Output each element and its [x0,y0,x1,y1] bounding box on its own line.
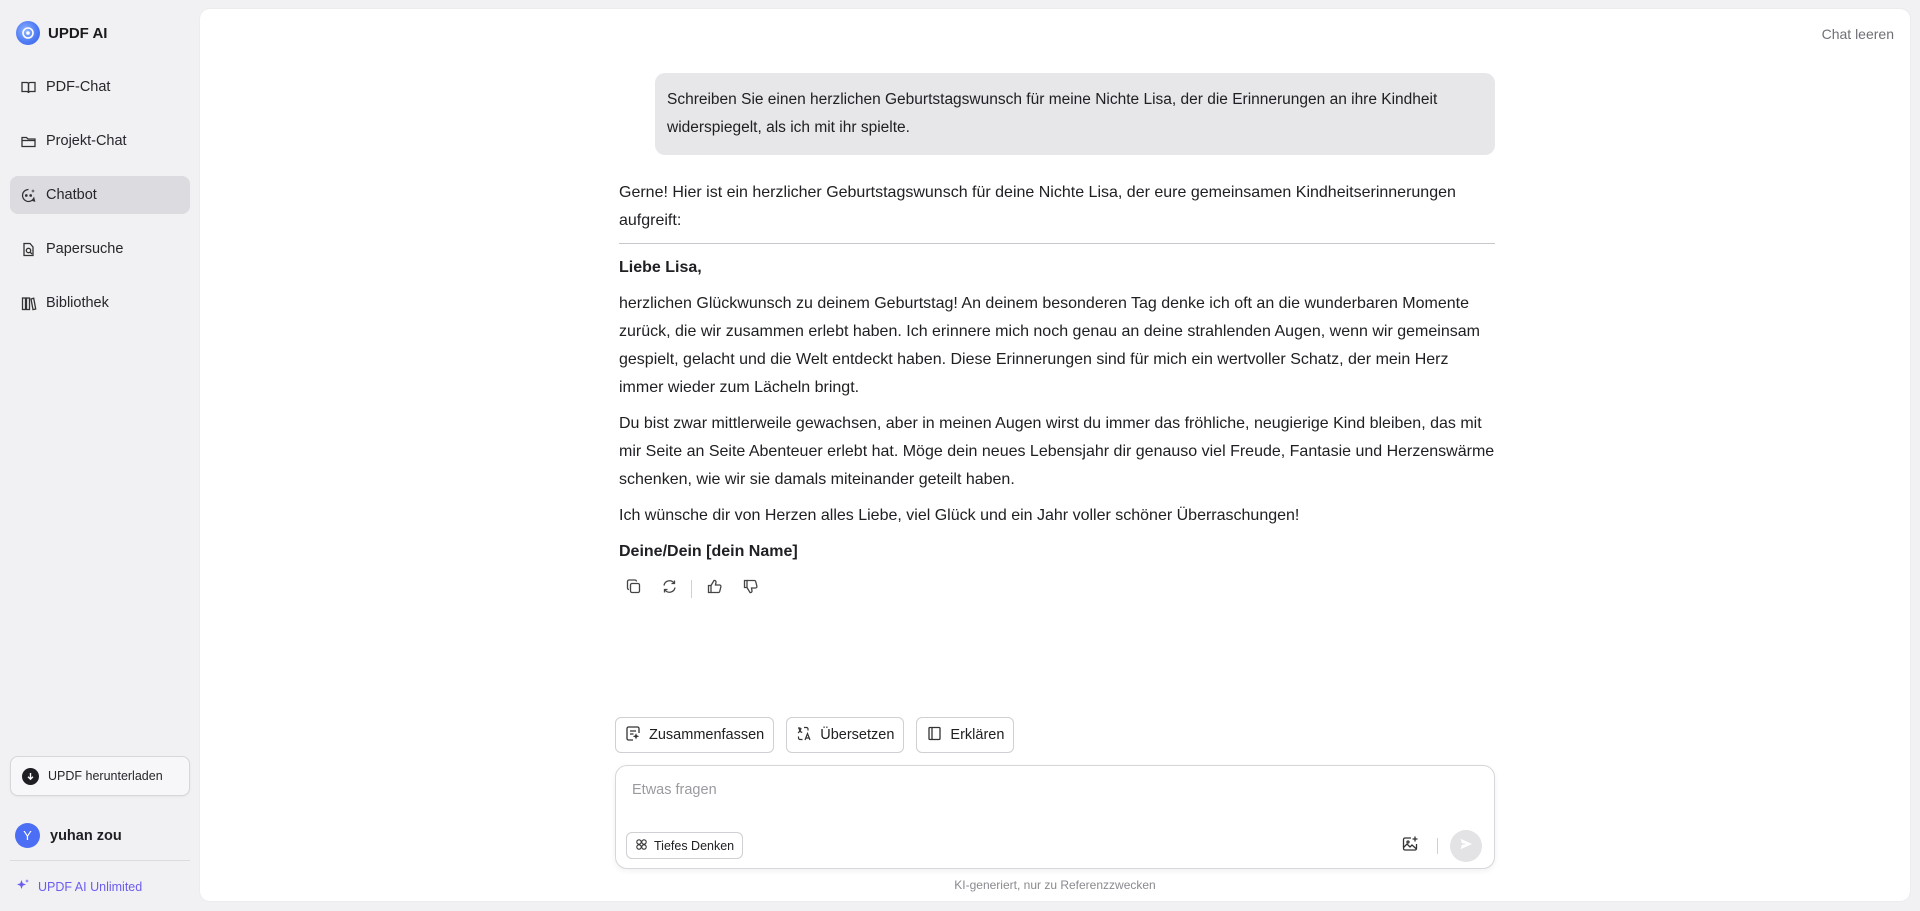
download-icon [22,768,39,785]
answer-greeting: Liebe Lisa, [619,259,702,276]
sidebar-item-label: Papersuche [46,241,124,257]
summarize-icon [625,725,642,746]
answer-signature: Deine/Dein [dein Name] [619,543,798,560]
sidebar-item-projekt-chat[interactable] [10,122,190,160]
download-label: UPDF herunterladen [48,769,163,783]
sidebar [0,0,200,911]
composer [615,765,1495,869]
app-name: UPDF AI [48,24,108,42]
quick-actions [615,717,1014,753]
assistant-answer [619,179,1495,566]
ai-disclaimer: KI-generiert, nur zu Referenzzwecken [954,878,1156,892]
thumbs-down-icon [742,578,759,600]
translate-icon [796,725,813,746]
thumbs-down-button[interactable] [736,575,764,603]
upload-image-button[interactable] [1396,832,1424,860]
refresh-icon [661,578,678,600]
paper-search-icon [20,241,37,258]
book-open-icon [20,79,37,96]
explain-book-icon [926,725,943,746]
folder-icon [20,133,37,150]
sidebar-item-label: Projekt-Chat [46,133,127,149]
image-upload-icon [1401,835,1419,858]
regenerate-button[interactable] [655,575,683,603]
thumbs-up-button[interactable] [700,575,728,603]
sparkle-icon [16,878,30,895]
user-message: Schreiben Sie einen herzlichen Geburtstagswunsch für meine Nichte Lisa, der die Erinnerungen an ihre Kindheit widerspiegelt, als ich mit ihr spielte. [655,73,1495,155]
answer-paragraph: Du bist zwar mittlerweile gewachsen, aber in meinen Augen wirst du immer das fröhliche, neugierige Kind bleiben, das mit mir Seite an Seite Abenteuer erlebt hat. Möge dein neues Lebensjahr dir genauso viel Freude, Fantasie und Herzenswärme schenken, wie wir sie damals miteinander geteilt haben. [619,415,1495,488]
chat-panel [200,9,1910,901]
chip-label: Erklären [950,727,1005,743]
deep-think-label: Tiefes Denken [654,838,735,853]
plan-upgrade-link[interactable] [16,878,142,895]
translate-button[interactable] [786,717,904,753]
ask-input[interactable] [632,782,1452,798]
download-updf-button[interactable] [10,756,190,796]
library-icon [20,295,37,312]
answer-divider [619,243,1495,244]
plan-label: UPDF AI Unlimited [38,879,143,894]
brand[interactable] [16,21,107,45]
sidebar-divider [10,860,190,861]
answer-intro: Gerne! Hier ist ein herzlicher Geburtstagswunsch für deine Nichte Lisa, der eure gemeinsamen Kindheitserinnerungen aufgreift: [619,184,1456,229]
summarize-button[interactable] [615,717,774,753]
answer-paragraph: Ich wünsche dir von Herzen alles Liebe, viel Glück und ein Jahr voller schöner Überraschungen! [619,507,1300,524]
sidebar-item-label: Bibliothek [46,295,109,311]
thumbs-up-icon [706,578,723,600]
user-profile[interactable] [15,823,122,848]
send-icon [1459,837,1473,856]
actions-divider [691,580,692,598]
explain-button[interactable] [916,717,1014,753]
composer-divider [1437,838,1438,854]
user-name: yuhan zou [50,827,122,844]
chatbot-icon [20,187,37,204]
sidebar-item-label: Chatbot [46,187,97,203]
clear-chat-button[interactable]: Chat leeren [1821,26,1894,42]
deep-think-toggle[interactable] [626,832,743,859]
avatar: Y [15,823,40,848]
answer-paragraph: herzlichen Glückwunsch zu deinem Geburtstag! An deinem besonderen Tag denke ich oft an die wunderbaren Momente zurück, die wir zusammen erlebt haben. Ich erinnere mich noch genau an deine strahlenden Augen, wenn wir gemeinsam gespielt, gelacht und die Welt entdeckt haben. Diese Erinnerungen sind für mich ein wertvoller Schatz, der mein Herz immer wieder zum Lächeln bringt. [619,295,1480,396]
send-button[interactable] [1450,830,1482,862]
answer-actions [619,575,772,603]
chip-label: Zusammenfassen [649,727,765,743]
chip-label: Übersetzen [820,727,895,743]
sidebar-item-pdf-chat[interactable] [10,68,190,106]
copy-icon [625,578,642,600]
sidebar-nav [10,68,190,338]
sidebar-item-chatbot[interactable] [10,176,190,214]
sidebar-item-label: PDF-Chat [46,79,111,95]
sidebar-item-bibliothek[interactable] [10,284,190,322]
deep-think-icon [635,838,648,854]
updf-logo-icon [16,21,40,45]
copy-button[interactable] [619,575,647,603]
sidebar-item-papersuche[interactable] [10,230,190,268]
